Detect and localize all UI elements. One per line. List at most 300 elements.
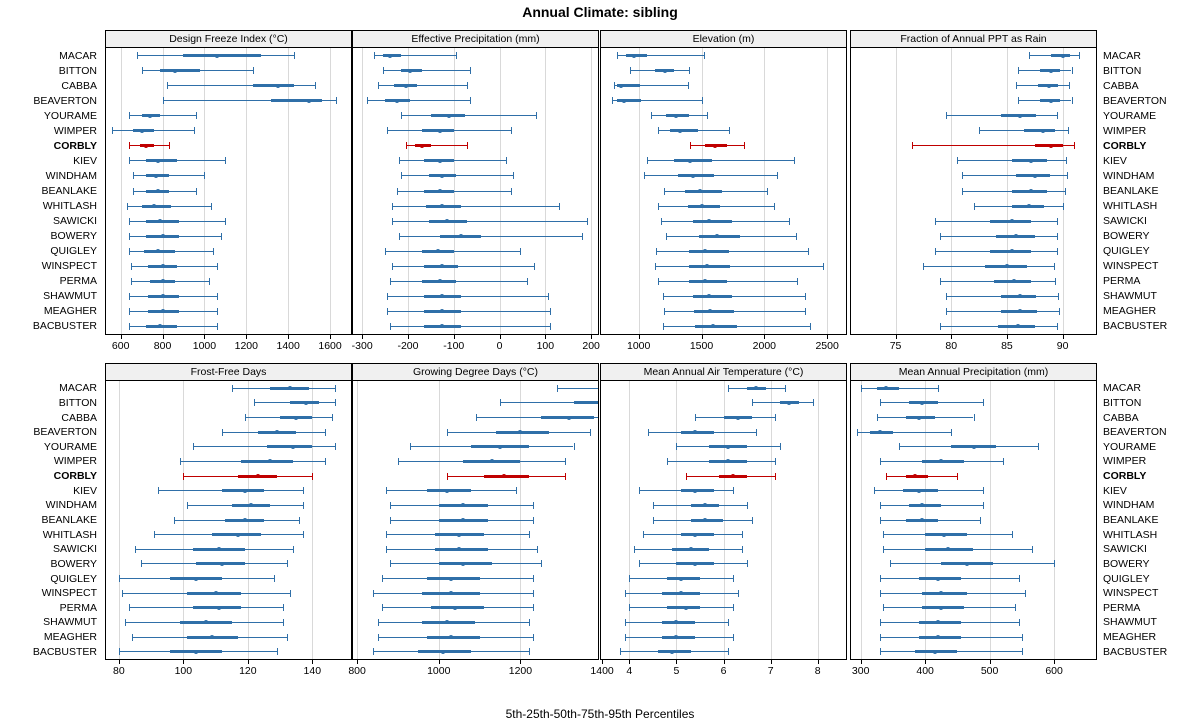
whisker-cap [658, 203, 659, 210]
whisker-cap [548, 293, 549, 300]
x-axis [600, 660, 847, 680]
whisker-cap [974, 414, 975, 421]
median-marker [689, 547, 693, 551]
site-label: SHAWMUT [1103, 616, 1157, 629]
median-marker [946, 547, 950, 551]
whisker-line [390, 326, 550, 327]
whisker-cap [738, 590, 739, 597]
whisker-cap [196, 188, 197, 195]
plot-area [601, 48, 846, 334]
whisker-cap [516, 487, 517, 494]
whisker-cap [401, 172, 402, 179]
whisker-cap [634, 546, 635, 553]
whisker-cap [476, 414, 477, 421]
whisker-cap [382, 604, 383, 611]
whisker-cap [387, 308, 388, 315]
site-label: SAWICKI [53, 215, 97, 228]
median-marker [1047, 84, 1051, 88]
axis-tick-label: 2500 [815, 340, 839, 352]
whisker-cap [245, 414, 246, 421]
plot-area [106, 381, 351, 659]
whisker-cap [775, 414, 776, 421]
median-marker [920, 401, 924, 405]
whisker-cap [661, 218, 662, 225]
gridline [861, 381, 862, 659]
site-label: BACBUSTER [32, 645, 97, 658]
whisker-cap [332, 414, 333, 421]
median-marker [703, 518, 707, 522]
whisker-cap [923, 263, 924, 270]
gridline [629, 381, 630, 659]
whisker-cap [797, 278, 798, 285]
whisker-cap [1072, 67, 1073, 74]
whisker-cap [974, 203, 975, 210]
whisker-cap [648, 429, 649, 436]
whisker-cap [880, 575, 881, 582]
whisker-cap [655, 263, 656, 270]
whisker-cap [777, 172, 778, 179]
median-marker [972, 445, 976, 449]
median-marker [161, 234, 165, 238]
site-label: WINDHAM [45, 169, 97, 182]
axis-tick-label: 600 [1045, 665, 1063, 677]
whisker-cap [733, 604, 734, 611]
site-label: BITTON [58, 64, 97, 77]
whisker-cap [367, 97, 368, 104]
interquartile-box [691, 519, 724, 522]
whisker-cap [1012, 531, 1013, 538]
median-marker [420, 144, 424, 148]
whisker-cap [222, 429, 223, 436]
whisker-cap [940, 278, 941, 285]
whisker-cap [805, 308, 806, 315]
whisker-cap [785, 385, 786, 392]
axis-tick-label: 80 [945, 340, 958, 352]
whisker-cap [529, 619, 530, 626]
whisker-cap [861, 385, 862, 392]
whisker-cap [704, 52, 705, 59]
median-marker [436, 249, 440, 253]
whisker-cap [658, 278, 659, 285]
whisker-cap [1032, 546, 1033, 553]
whisker-cap [565, 473, 566, 480]
whisker-cap [796, 233, 797, 240]
axis-tick-label: -200 [397, 340, 419, 352]
whisker-cap [983, 487, 984, 494]
whisker-cap [789, 218, 790, 225]
whisker-cap [283, 619, 284, 626]
site-label: BOWERY [1103, 230, 1150, 243]
site-label: MACAR [59, 382, 97, 395]
chart-panel [850, 30, 1097, 335]
whisker-cap [204, 172, 205, 179]
site-label: BOWERY [1103, 557, 1150, 570]
whisker-cap [962, 172, 963, 179]
whisker-cap [325, 429, 326, 436]
whisker-cap [629, 604, 630, 611]
axis-tick-label: 1000 [427, 665, 451, 677]
gridline [357, 381, 358, 659]
axis-tick-label: 120 [239, 665, 257, 677]
whisker-cap [135, 546, 136, 553]
site-label-column [0, 48, 100, 334]
whisker-cap [1022, 634, 1023, 641]
whisker-cap [119, 648, 120, 655]
site-label-column [1100, 381, 1200, 659]
interquartile-box [906, 475, 929, 478]
whisker-cap [1015, 604, 1016, 611]
site-label: BEAVERTON [33, 94, 97, 107]
whisker-cap [387, 127, 388, 134]
whisker-cap [506, 157, 507, 164]
whisker-cap [129, 293, 130, 300]
whisker-cap [533, 634, 534, 641]
whisker-cap [387, 293, 388, 300]
median-marker [148, 114, 152, 118]
site-label: BACBUSTER [1103, 645, 1168, 658]
whisker-cap [299, 517, 300, 524]
interquartile-box [689, 250, 729, 253]
median-marker [291, 445, 295, 449]
whisker-cap [1057, 233, 1058, 240]
whisker-cap [129, 233, 130, 240]
site-label: BITTON [58, 396, 97, 409]
site-label: CABBA [61, 411, 97, 424]
whisker-cap [805, 293, 806, 300]
whisker-cap [374, 52, 375, 59]
median-marker [700, 204, 704, 208]
median-marker [917, 489, 921, 493]
whisker-cap [325, 458, 326, 465]
site-label: MEAGHER [1103, 631, 1157, 644]
whisker-cap [277, 648, 278, 655]
axis-tick-label: 500 [980, 665, 999, 677]
page-title: Annual Climate: sibling [522, 4, 678, 20]
whisker-line [387, 296, 547, 297]
whisker-cap [533, 517, 534, 524]
whisker-cap [775, 473, 776, 480]
axis-tick-label: 1000 [192, 340, 217, 352]
whisker-line [133, 175, 204, 176]
whisker-cap [1038, 443, 1039, 450]
interquartile-box [925, 533, 967, 536]
axis-tick-label: 1400 [276, 340, 300, 352]
whisker-cap [158, 487, 159, 494]
median-marker [140, 129, 144, 133]
whisker-cap [312, 473, 313, 480]
interquartile-box [484, 475, 529, 478]
site-label: PERMA [1103, 601, 1141, 614]
gridline [330, 48, 331, 334]
interquartile-box [694, 310, 734, 313]
whisker-cap [1022, 648, 1023, 655]
whisker-cap [890, 560, 891, 567]
plot-area [601, 381, 846, 659]
whisker-cap [1025, 590, 1026, 597]
gridline [119, 381, 120, 659]
panel-title: Mean Annual Air Temperature (°C) [601, 364, 846, 381]
whisker-cap [213, 248, 214, 255]
whisker-cap [940, 233, 941, 240]
panel-title: Effective Precipitation (mm) [353, 31, 598, 48]
whisker-cap [742, 546, 743, 553]
site-label: YOURAME [1103, 440, 1157, 453]
panel-title: Mean Annual Precipitation (mm) [851, 364, 1096, 381]
whisker-cap [747, 502, 748, 509]
whisker-cap [612, 97, 613, 104]
median-marker [220, 562, 224, 566]
whisker-cap [935, 218, 936, 225]
site-label: CORBLY [53, 139, 97, 152]
whisker-cap [620, 648, 621, 655]
whisker-cap [335, 385, 336, 392]
whisker-cap [1068, 127, 1069, 134]
interquartile-box [695, 325, 736, 328]
chart-panel [850, 363, 1097, 660]
gridline [288, 48, 289, 334]
whisker-cap [470, 97, 471, 104]
axis-tick-label: 100 [536, 340, 555, 352]
whisker-cap [729, 127, 730, 134]
axis-tick-label: -300 [351, 340, 373, 352]
whisker-cap [225, 218, 226, 225]
whisker-cap [196, 112, 197, 119]
whisker-cap [780, 443, 781, 450]
site-label: PERMA [59, 601, 97, 614]
site-label: QUIGLEY [1103, 245, 1150, 258]
whisker-cap [1063, 203, 1064, 210]
whisker-line [392, 206, 559, 207]
whisker-cap [574, 443, 575, 450]
whisker-cap [141, 560, 142, 567]
whisker-cap [253, 67, 254, 74]
whisker-cap [695, 414, 696, 421]
site-label: SHAWMUT [43, 616, 97, 629]
whisker-cap [808, 248, 809, 255]
panel-title: Elevation (m) [601, 31, 846, 48]
median-marker [1014, 234, 1018, 238]
whisker-cap [877, 414, 878, 421]
whisker-cap [1055, 278, 1056, 285]
median-marker [693, 533, 697, 537]
whisker-cap [541, 560, 542, 567]
whisker-cap [688, 82, 689, 89]
site-label: CORBLY [1103, 470, 1147, 483]
whisker-cap [1057, 248, 1058, 255]
whisker-cap [744, 142, 745, 149]
whisker-cap [979, 127, 980, 134]
median-marker [438, 159, 442, 163]
whisker-cap [857, 429, 858, 436]
whisker-cap [690, 142, 691, 149]
site-label: KIEV [1103, 484, 1127, 497]
interquartile-box [439, 562, 492, 565]
whisker-cap [133, 172, 134, 179]
whisker-cap [880, 619, 881, 626]
axis-tick-label: 8 [814, 665, 821, 677]
chart-panel [105, 30, 352, 335]
whisker-cap [883, 604, 884, 611]
whisker-cap [614, 82, 615, 89]
interquartile-box [699, 235, 740, 238]
median-marker [965, 562, 969, 566]
site-label: CABBA [1103, 79, 1139, 92]
whisker-cap [643, 531, 644, 538]
whisker-cap [617, 52, 618, 59]
median-marker [307, 99, 311, 103]
gridline [362, 48, 363, 334]
median-marker [194, 577, 198, 581]
whisker-cap [447, 473, 448, 480]
site-label: YOURAME [1103, 109, 1157, 122]
site-label: BEAVERTON [1103, 426, 1167, 439]
whisker-line [390, 281, 527, 282]
site-label: WINSPECT [1103, 587, 1159, 600]
whisker-cap [1029, 52, 1030, 59]
whisker-cap [940, 323, 941, 330]
whisker-cap [625, 634, 626, 641]
axis-tick-label: 1200 [234, 340, 258, 352]
whisker-cap [125, 619, 126, 626]
site-label: BEAVERTON [33, 426, 97, 439]
whisker-cap [211, 203, 212, 210]
whisker-cap [385, 248, 386, 255]
interquartile-box [383, 54, 401, 57]
whisker-cap [119, 575, 120, 582]
whisker-cap [254, 399, 255, 406]
axis-tick-label: 1500 [689, 340, 714, 352]
interquartile-box [271, 99, 321, 102]
interquartile-box [681, 431, 714, 434]
whisker-cap [129, 142, 130, 149]
x-axis [850, 335, 1097, 355]
whisker-cap [217, 308, 218, 315]
plot-area [851, 48, 1096, 334]
whisker-cap [1057, 218, 1058, 225]
whisker-cap [1069, 82, 1070, 89]
interquartile-box [617, 99, 641, 102]
whisker-line [557, 388, 598, 389]
panel-title: Design Freeze Index (°C) [106, 31, 351, 48]
whisker-cap [728, 619, 729, 626]
interquartile-box [693, 295, 732, 298]
whisker-cap [550, 308, 551, 315]
median-marker [408, 69, 412, 73]
whisker-cap [733, 575, 734, 582]
site-label: WHITLASH [1103, 200, 1158, 213]
whisker-cap [410, 443, 411, 450]
site-label: WINDHAM [1103, 499, 1155, 512]
whisker-cap [951, 429, 952, 436]
axis-tick-label: 2000 [752, 340, 777, 352]
whisker-cap [399, 233, 400, 240]
axis-tick-label: 100 [174, 665, 193, 677]
whisker-cap [194, 127, 195, 134]
whisker-cap [1074, 142, 1075, 149]
whisker-cap [1058, 293, 1059, 300]
whisker-cap [392, 263, 393, 270]
whisker-cap [1016, 82, 1017, 89]
whisker-line [957, 160, 1066, 161]
whisker-cap [742, 531, 743, 538]
whisker-cap [880, 458, 881, 465]
median-marker [236, 533, 240, 537]
whisker-cap [689, 67, 690, 74]
site-label: WINDHAM [45, 499, 97, 512]
whisker-cap [390, 560, 391, 567]
site-label: BOWERY [50, 557, 97, 570]
whisker-line [401, 115, 536, 116]
median-marker [217, 606, 221, 610]
gridline [246, 48, 247, 334]
whisker-line [655, 266, 823, 267]
chart-panel [600, 30, 847, 335]
median-marker [619, 84, 623, 88]
whisker-cap [534, 263, 535, 270]
interquartile-box [681, 533, 714, 536]
whisker-cap [511, 188, 512, 195]
whisker-cap [883, 531, 884, 538]
axis-tick-label: 5 [673, 665, 680, 677]
median-marker [1061, 54, 1065, 58]
site-label: BOWERY [50, 230, 97, 243]
whisker-cap [874, 487, 875, 494]
whisker-cap [217, 293, 218, 300]
axis-tick-label: 0 [496, 340, 503, 352]
interquartile-box [183, 54, 260, 57]
whisker-cap [386, 546, 387, 553]
whisker-cap [335, 443, 336, 450]
site-label: CORBLY [53, 470, 97, 483]
interquartile-box [689, 265, 730, 268]
whisker-cap [225, 157, 226, 164]
whisker-cap [794, 157, 795, 164]
median-marker [917, 416, 921, 420]
median-marker [449, 577, 453, 581]
interquartile-box [662, 621, 695, 624]
whisker-cap [293, 546, 294, 553]
panel-title: Growing Degree Days (°C) [353, 364, 598, 381]
interquartile-box [626, 54, 647, 57]
site-label: QUIGLEY [1103, 572, 1150, 585]
whisker-cap [1054, 560, 1055, 567]
plot-area [851, 381, 1096, 659]
whisker-cap [663, 293, 664, 300]
interquartile-box [693, 220, 732, 223]
whisker-cap [756, 429, 757, 436]
site-label: WINSPECT [41, 260, 97, 273]
whisker-line [367, 100, 470, 101]
whisker-line [392, 221, 587, 222]
interquartile-box [422, 621, 475, 624]
whisker-cap [500, 399, 501, 406]
site-label: BACBUSTER [1103, 320, 1168, 333]
whisker-cap [137, 52, 138, 59]
whisker-cap [883, 546, 884, 553]
whisker-cap [131, 278, 132, 285]
whisker-cap [983, 502, 984, 509]
x-axis [600, 335, 847, 355]
gridline [1054, 381, 1055, 659]
whisker-cap [728, 648, 729, 655]
median-marker [933, 650, 937, 654]
site-label: CORBLY [1103, 139, 1147, 152]
axis-tick-label: 1200 [508, 665, 533, 677]
median-marker [447, 114, 451, 118]
site-label: MACAR [59, 49, 97, 62]
whisker-cap [582, 233, 583, 240]
interquartile-box [253, 84, 295, 87]
